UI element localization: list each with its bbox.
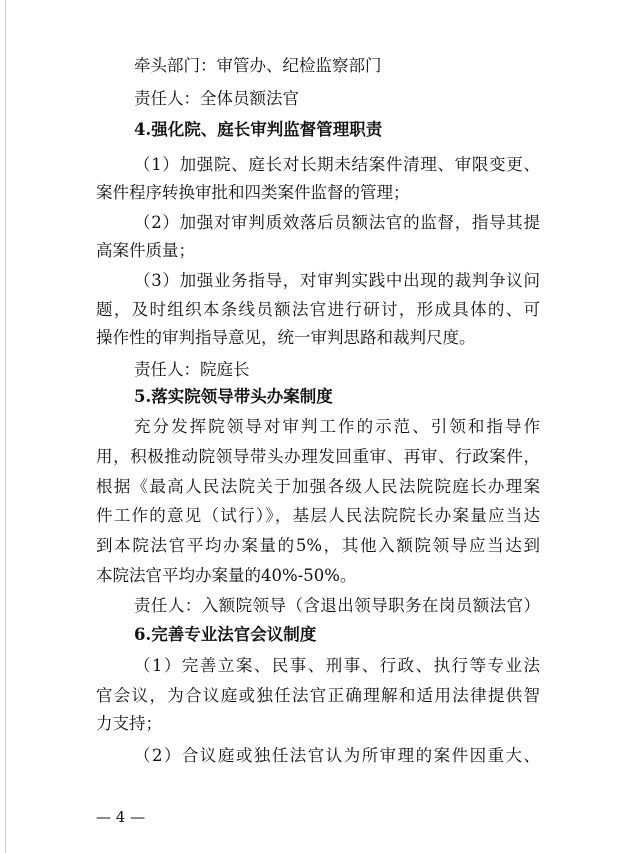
page-number: — 4 — [96, 808, 146, 826]
paragraph-line: 题，及时组织本条线员额法官进行研讨，形成具体的、可 [96, 300, 540, 319]
paragraph-line: 件工作的意见（试行）》，基层人民法院院长办案量应当达 [96, 506, 540, 525]
section-5-heading: 5.落实院领导带头办案制度 [134, 387, 333, 406]
paragraph-line: 力支持； [96, 714, 162, 733]
section-4-heading: 4.强化院、庭长审判监督管理职责 [134, 120, 383, 139]
page-edge-rule [5, 0, 6, 853]
paragraph-line: 根据《最高人民法院关于加强各级人民法院院庭长办理案 [96, 477, 540, 496]
paragraph-line: （3）加强业务指导，对审判实践中出现的裁判争议问 [134, 271, 540, 290]
paragraph-line: （1）完善立案、民事、刑事、行政、执行等专业法 [134, 656, 540, 675]
paragraph-line: 用，积极推动院领导带头办理发回重审、再审、行政案件， [96, 447, 540, 466]
paragraph-line: 到本院法官平均办案量的5%，其他入额院领导应当达到 [96, 536, 540, 555]
paragraph-line: 操作性的审判指导意见，统一审判思路和裁判尺度。 [96, 328, 476, 347]
paragraph-line: 案件程序转换审批和四类案件监督的管理； [96, 183, 410, 202]
responsible-person-line: 责任人：全体员额法官 [134, 89, 299, 108]
paragraph-line: 官会议，为合议庭或独任法官正确理解和适用法律提供智 [96, 686, 540, 705]
responsible-person-line: 责任人：入额院领导（含退出领导职务在岗员额法官） [134, 596, 540, 615]
paragraph-line: （2）加强对审判质效落后员额法官的监督，指导其提 [134, 213, 540, 232]
section-6-heading: 6.完善专业法官会议制度 [134, 625, 317, 644]
paragraph-line: 充分发挥院领导对审判工作的示范、引领和指导作 [134, 417, 540, 436]
paragraph-line: （1）加强院、庭长对长期未结案件清理、审限变更、 [134, 155, 540, 174]
paragraph-line: 本院法官平均办案量的40%-50%。 [96, 566, 357, 585]
paragraph-line: （2）合议庭或独任法官认为所审理的案件因重大、 [134, 746, 540, 765]
responsible-person-line: 责任人：院庭长 [134, 360, 250, 379]
lead-department-line: 牵头部门：审管办、纪检监察部门 [134, 56, 382, 75]
paragraph-line: 高案件质量； [96, 241, 195, 260]
